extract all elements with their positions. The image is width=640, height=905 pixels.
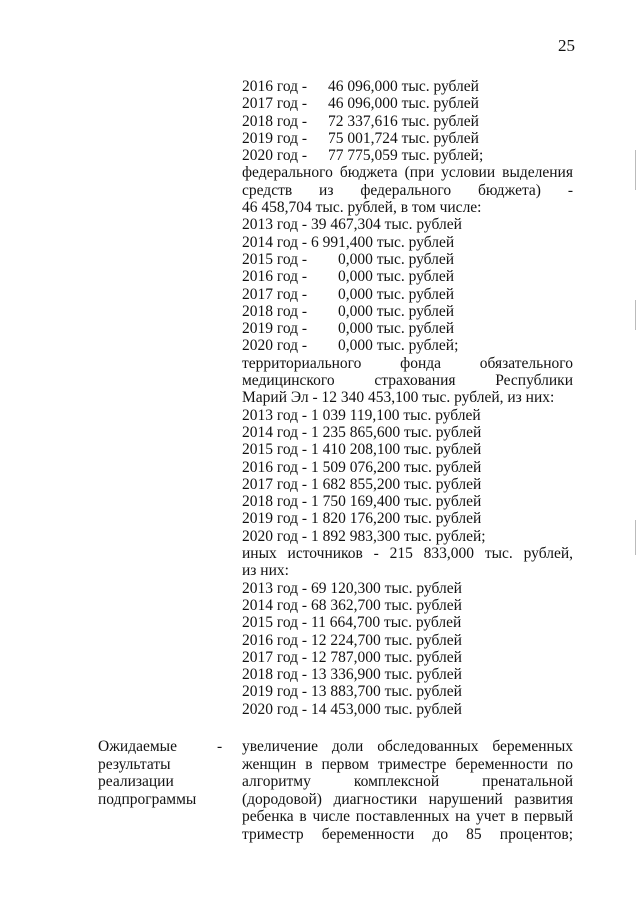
scan-edge-mark [635, 150, 636, 190]
other-years-line: 2014 год - 68 362,700 тыс. рублей [242, 596, 462, 614]
federal-zero-row [242, 286, 573, 303]
amount-value: 72 337,616 тыс. рублей [328, 112, 479, 130]
other-years-line: 2019 год - 13 883,700 тыс. рублей [242, 683, 462, 701]
year-label: 2019 год - [242, 129, 308, 147]
expected-results-text [242, 738, 573, 844]
territorial-intro-line: Марий Эл - 12 340 453,100 тыс. рублей, из них: [242, 389, 555, 407]
territorial-years-line: 2013 год - 1 039 119,100 тыс. рублей [242, 406, 481, 424]
other-years-line: 2013 год - 69 120,300 тыс. рублей [242, 579, 462, 597]
expected-results-dash: - [217, 738, 223, 755]
federal-years-line: 2014 год - 6 991,400 тыс. рублей [242, 233, 455, 251]
block1-row [242, 95, 573, 112]
territorial-intro-line: территориального фонда обязательного [242, 354, 573, 372]
federal-years-line: 2013 год - 39 467,304 тыс. рублей [242, 216, 462, 234]
territorial-years-line: 2014 год - 1 235 865,600 тыс. рублей [242, 423, 482, 441]
federal-zero-row [242, 337, 573, 354]
block1-row [242, 147, 573, 164]
amount-value: 0,000 тыс. рублей [338, 285, 455, 303]
year-label: 2020 год - [242, 337, 308, 355]
year-label: 2016 год - [242, 78, 308, 95]
territorial-intro-line: медицинского страхования Республики [242, 372, 573, 390]
other-intro-line: иных источников - 215 833,000 тыс. рублей, [242, 545, 573, 563]
amount-value: 75 001,724 тыс. рублей [328, 129, 479, 147]
page-number: 25 [558, 36, 575, 55]
federal-zero-row [242, 320, 573, 337]
year-label: 2018 год - [242, 112, 308, 130]
territorial-years-line: 2018 год - 1 750 169,400 тыс. рублей [242, 493, 482, 511]
amount-value: 77 775,059 тыс. рублей; [328, 147, 484, 165]
other-years-line: 2015 год - 11 664,700 тыс. рублей [242, 614, 462, 632]
expected-results-label: Ожидаемые результаты реализации подпрограммы [98, 738, 197, 808]
amount-value: 0,000 тыс. рублей; [338, 337, 459, 355]
funding-text [242, 78, 573, 718]
territorial-years-line: 2019 год - 1 820 176,200 тыс. рублей [242, 510, 482, 528]
amount-value: 46 096,000 тыс. рублей [328, 78, 479, 95]
scan-edge-mark [635, 300, 636, 330]
other-intro-line: из них: [242, 562, 289, 580]
scan-edge-mark [635, 520, 636, 555]
federal-zero-row [242, 268, 573, 285]
federal-intro-line: 46 458,704 тыс. рублей, в том числе: [242, 199, 482, 217]
expected-results-paragraph: увеличение доли обследованных беременных женщин в первом триместре беременности по алгоритму комплексной пренатальной (дородовой) диагностики нарушений развития ребенка в числе поставленных на учет в первый триместр беременности до 85 процентов; [242, 738, 573, 843]
territorial-years-line: 2020 год - 1 892 983,300 тыс. рублей; [242, 527, 486, 545]
block1-row [242, 130, 573, 147]
year-label: 2017 год - [242, 285, 308, 303]
federal-intro-line: средств из федерального бюджета) - [242, 181, 573, 199]
territorial-years-line: 2017 год - 1 682 855,200 тыс. рублей [242, 475, 482, 493]
year-label: 2015 год - [242, 250, 308, 268]
block1-row [242, 78, 573, 95]
federal-intro-line: федерального бюджета (при условии выделения [242, 164, 573, 182]
territorial-years-line: 2015 год - 1 410 208,100 тыс. рублей [242, 441, 482, 459]
other-years-line: 2020 год - 14 453,000 тыс. рублей [242, 700, 462, 718]
block1-row [242, 113, 573, 130]
other-years-line: 2017 год - 12 787,000 тыс. рублей [242, 648, 462, 666]
amount-value: 0,000 тыс. рублей [338, 250, 455, 268]
federal-zero-row [242, 303, 573, 320]
other-years-line: 2016 год - 12 224,700 тыс. рублей [242, 631, 462, 649]
federal-zero-row [242, 251, 573, 268]
year-label: 2017 год - [242, 95, 308, 113]
year-label: 2019 год - [242, 320, 308, 338]
year-label: 2018 год - [242, 302, 308, 320]
year-label: 2016 год - [242, 268, 308, 286]
other-years-line: 2018 год - 13 336,900 тыс. рублей [242, 666, 462, 684]
year-label: 2020 год - [242, 147, 308, 165]
territorial-years-line: 2016 год - 1 509 076,200 тыс. рублей [242, 458, 482, 476]
amount-value: 0,000 тыс. рублей [338, 320, 455, 338]
amount-value: 46 096,000 тыс. рублей [328, 95, 479, 113]
amount-value: 0,000 тыс. рублей [338, 302, 455, 320]
amount-value: 0,000 тыс. рублей [338, 268, 455, 286]
